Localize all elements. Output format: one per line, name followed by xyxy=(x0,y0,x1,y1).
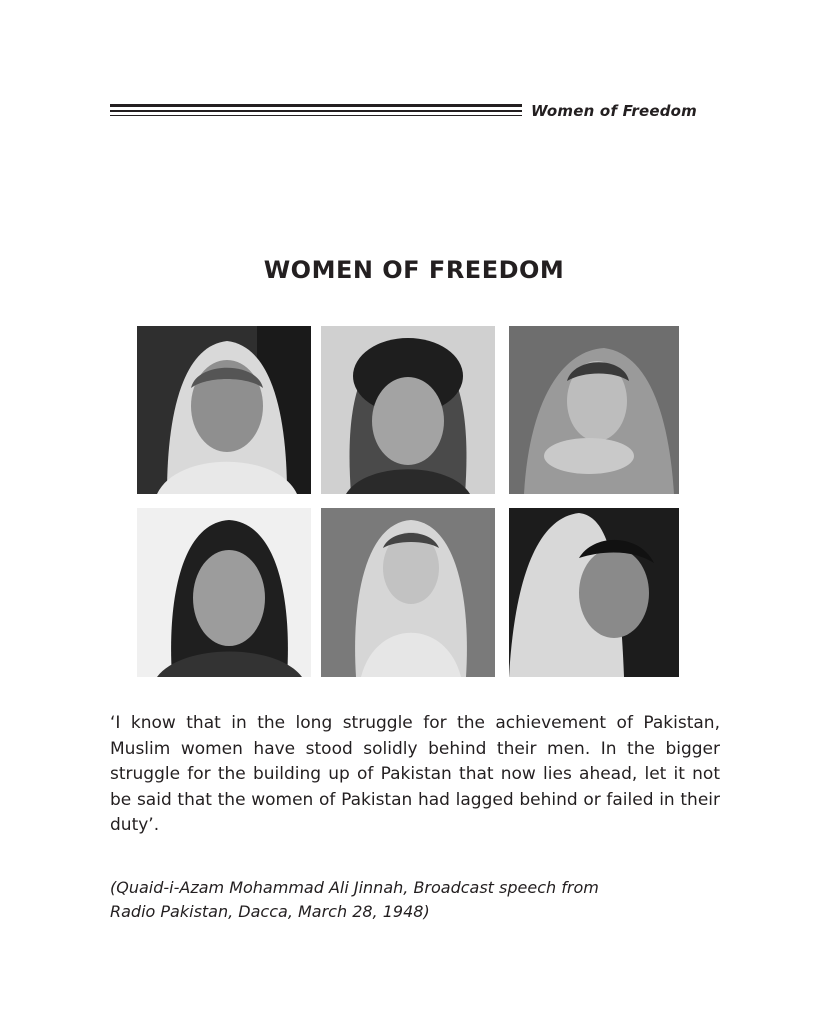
jinnah-quote: ‘I know that in the long struggle for the achievement of Pakistan, Muslim women have stood solidly behind their men. In the bigger struggle for the building up of Pakistan that now lies ahead, let it not be said that the women of Pakistan had lagged behind or failed in their duty’. xyxy=(110,713,720,835)
portrait-photo xyxy=(137,326,311,494)
photo-grid xyxy=(137,326,679,677)
page-title: WOMEN OF FREEDOM xyxy=(263,256,565,284)
citation-line: (Quaid-i-Azam Mohammad Ali Jinnah, Broadcast speech from xyxy=(110,878,599,897)
header-rule-line xyxy=(110,115,522,116)
portrait-photo xyxy=(509,326,679,494)
quote-citation xyxy=(110,876,710,924)
header-rule xyxy=(110,104,522,118)
portrait-photo xyxy=(321,326,495,494)
portrait-photo xyxy=(321,508,495,677)
header-rule-line xyxy=(110,110,522,112)
header-rule-line xyxy=(110,104,522,107)
citation-line: Radio Pakistan, Dacca, March 28, 1948) xyxy=(110,902,430,921)
portrait-photo xyxy=(509,508,679,677)
running-head: Women of Freedom xyxy=(531,102,698,120)
portrait-photo xyxy=(137,508,311,677)
